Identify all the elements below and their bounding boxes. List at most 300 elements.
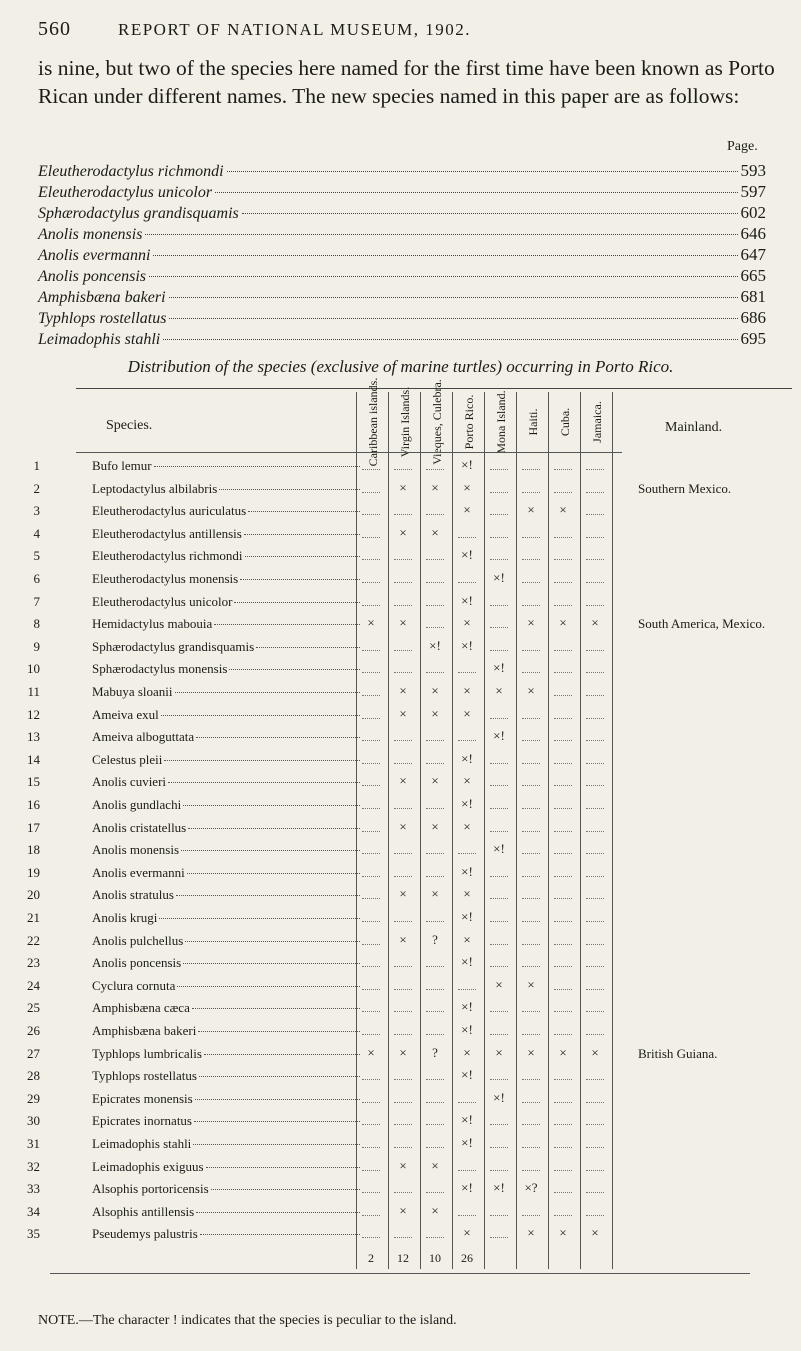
occurrence-mark: × bbox=[527, 615, 535, 631]
empty-cell bbox=[426, 1092, 444, 1103]
empty-cell bbox=[426, 866, 444, 877]
toc-entry bbox=[38, 245, 766, 265]
empty-cell bbox=[458, 662, 476, 673]
empty-cell bbox=[490, 708, 508, 719]
table-row bbox=[20, 1202, 792, 1221]
occurrence-mark: ×! bbox=[493, 570, 505, 585]
species-name: Anolis stratulus bbox=[92, 887, 174, 903]
species-name-cell bbox=[92, 933, 360, 949]
empty-cell bbox=[554, 459, 572, 470]
empty-cell bbox=[362, 798, 380, 809]
empty-cell bbox=[362, 482, 380, 493]
occurrence-mark: ×! bbox=[461, 909, 473, 924]
occurrence-mark: × bbox=[527, 1044, 535, 1060]
species-name: Anolis poncensis bbox=[92, 955, 182, 971]
column-header bbox=[452, 392, 485, 452]
row-number: 30 bbox=[27, 1113, 40, 1129]
species-name: Alsophis portoricensis bbox=[92, 1181, 209, 1197]
empty-cell bbox=[458, 572, 476, 583]
row-number: 11 bbox=[27, 684, 40, 699]
occurrence-mark: × bbox=[559, 1225, 567, 1241]
occurrence-mark: ×! bbox=[461, 863, 473, 879]
empty-cell bbox=[426, 504, 444, 515]
species-name-cell bbox=[92, 752, 360, 768]
species-name: Amphisbæna bakeri bbox=[92, 1023, 197, 1038]
column-total: 2 bbox=[368, 1251, 374, 1265]
empty-cell bbox=[522, 1024, 540, 1035]
empty-cell bbox=[362, 934, 380, 945]
column-header bbox=[484, 392, 517, 452]
leader-dots bbox=[206, 1167, 360, 1168]
column-total: 12 bbox=[397, 1251, 409, 1265]
occurrence-mark: ×! bbox=[461, 592, 473, 608]
row-number: 23 bbox=[27, 955, 40, 971]
row-number: 15 bbox=[27, 774, 40, 790]
column-header-label: Haiti. bbox=[526, 408, 540, 436]
occurrence-mark: × bbox=[399, 773, 407, 789]
leader-dots bbox=[177, 986, 360, 987]
empty-cell bbox=[362, 888, 380, 899]
empty-cell bbox=[522, 730, 540, 741]
empty-cell bbox=[490, 459, 508, 470]
species-name-cell bbox=[92, 820, 360, 836]
row-number: 21 bbox=[27, 910, 40, 925]
leader-dots bbox=[198, 1031, 360, 1032]
empty-cell bbox=[490, 1069, 508, 1080]
empty-cell bbox=[458, 1205, 476, 1216]
table-row bbox=[20, 1021, 792, 1040]
column-header-label: Porto Rico. bbox=[462, 394, 476, 450]
row-number: 31 bbox=[27, 1136, 40, 1151]
empty-cell bbox=[554, 1001, 572, 1012]
species-name: Eleutherodactylus richmondi bbox=[92, 548, 243, 564]
empty-cell bbox=[394, 595, 412, 606]
table-caption: Distribution of the species (exclusive of marine turtles) occurring in Porto Rico. bbox=[127, 357, 674, 376]
toc-leader-dots bbox=[169, 297, 738, 298]
empty-cell bbox=[426, 1001, 444, 1012]
empty-cell bbox=[554, 1092, 572, 1103]
leader-dots bbox=[192, 1008, 360, 1009]
leader-dots bbox=[176, 895, 360, 896]
empty-cell bbox=[586, 843, 604, 854]
species-name: Hemidactylus mabouia bbox=[92, 616, 213, 632]
occurrence-mark: × bbox=[399, 1157, 407, 1173]
row-number: 32 bbox=[27, 1158, 40, 1174]
empty-cell bbox=[554, 888, 572, 899]
empty-cell bbox=[554, 662, 572, 673]
species-name: Sphærodactylus monensis bbox=[92, 661, 228, 677]
occurrence-mark: × bbox=[495, 1044, 503, 1060]
species-name: Sphærodactylus grandisquamis bbox=[92, 638, 255, 654]
empty-cell bbox=[522, 527, 540, 538]
empty-cell bbox=[554, 1114, 572, 1125]
occurrence-mark: ×! bbox=[493, 841, 505, 857]
empty-cell bbox=[586, 775, 604, 786]
empty-cell bbox=[522, 662, 540, 673]
leader-dots bbox=[187, 873, 360, 874]
toc-entry bbox=[38, 308, 766, 328]
row-number: 19 bbox=[27, 864, 40, 880]
empty-cell bbox=[362, 956, 380, 967]
empty-cell bbox=[522, 1114, 540, 1125]
table-row bbox=[20, 795, 792, 814]
empty-cell bbox=[586, 549, 604, 560]
occurrence-mark: ×! bbox=[461, 1135, 473, 1150]
empty-cell bbox=[554, 1160, 572, 1171]
page-number: 560 bbox=[38, 18, 71, 40]
totals-row bbox=[20, 1251, 792, 1275]
empty-cell bbox=[554, 753, 572, 764]
empty-cell bbox=[586, 1137, 604, 1148]
empty-cell bbox=[554, 595, 572, 606]
row-number: 18 bbox=[27, 842, 40, 858]
species-name: Anolis pulchellus bbox=[92, 932, 184, 948]
toc-leader-dots bbox=[153, 255, 737, 256]
empty-cell bbox=[426, 459, 444, 470]
empty-cell bbox=[426, 1182, 444, 1193]
occurrence-mark: ×! bbox=[461, 1067, 473, 1083]
empty-cell bbox=[394, 1137, 412, 1148]
leader-dots bbox=[183, 805, 360, 806]
occurrence-mark: ×! bbox=[493, 660, 505, 676]
column-header bbox=[516, 392, 549, 452]
column-header-label: Virgin Islands. bbox=[398, 386, 412, 458]
empty-cell bbox=[394, 956, 412, 967]
table-row bbox=[20, 1089, 792, 1108]
occurrence-mark: × bbox=[399, 683, 407, 698]
leader-dots bbox=[168, 782, 360, 783]
leader-dots bbox=[256, 647, 360, 648]
empty-cell bbox=[426, 753, 444, 764]
empty-cell bbox=[394, 1069, 412, 1080]
empty-cell bbox=[490, 1227, 508, 1238]
occurrence-mark: × bbox=[431, 773, 439, 789]
row-number: 26 bbox=[27, 1023, 40, 1038]
empty-cell bbox=[490, 595, 508, 606]
leader-dots bbox=[194, 1121, 360, 1122]
table-row bbox=[20, 976, 792, 995]
empty-cell bbox=[554, 527, 572, 538]
empty-cell bbox=[426, 662, 444, 673]
leader-dots bbox=[195, 1099, 360, 1100]
species-name-cell bbox=[92, 548, 360, 564]
empty-cell bbox=[458, 1160, 476, 1171]
empty-cell bbox=[490, 504, 508, 515]
empty-cell bbox=[522, 1205, 540, 1216]
empty-cell bbox=[586, 798, 604, 809]
occurrence-mark: × bbox=[399, 931, 407, 947]
species-name: Anolis monensis bbox=[92, 842, 180, 858]
table-row bbox=[20, 546, 792, 565]
empty-cell bbox=[522, 911, 540, 922]
empty-cell bbox=[490, 888, 508, 899]
species-name-cell bbox=[92, 594, 360, 610]
empty-cell bbox=[554, 1024, 572, 1035]
empty-cell bbox=[362, 979, 380, 990]
column-header-label: Vieques, Culebra. bbox=[430, 379, 444, 465]
species-name-cell bbox=[92, 1046, 360, 1062]
toc-leader-dots bbox=[227, 171, 738, 172]
occurrence-mark: × bbox=[527, 976, 535, 992]
empty-cell bbox=[426, 572, 444, 583]
empty-cell bbox=[362, 1227, 380, 1238]
empty-cell bbox=[362, 843, 380, 854]
empty-cell bbox=[586, 730, 604, 741]
species-name-cell bbox=[92, 1000, 360, 1016]
leader-dots bbox=[245, 556, 360, 557]
empty-cell bbox=[586, 662, 604, 673]
occurrence-mark: × bbox=[463, 705, 471, 721]
table-row bbox=[20, 1066, 792, 1085]
empty-cell bbox=[394, 640, 412, 651]
table-row bbox=[20, 659, 792, 678]
empty-cell bbox=[362, 549, 380, 560]
empty-cell bbox=[394, 549, 412, 560]
occurrence-mark: × bbox=[463, 615, 471, 631]
empty-cell bbox=[362, 1069, 380, 1080]
leader-dots bbox=[159, 918, 360, 919]
row-number: 5 bbox=[33, 548, 40, 564]
page-column-label: Page. bbox=[727, 139, 758, 154]
empty-cell bbox=[554, 866, 572, 877]
row-number: 13 bbox=[27, 729, 40, 745]
toc-species-name: Sphærodactylus grandisquamis bbox=[38, 205, 239, 222]
empty-cell bbox=[458, 1092, 476, 1103]
empty-cell bbox=[394, 662, 412, 673]
species-name: Anolis cristatellus bbox=[92, 819, 187, 835]
occurrence-mark: ×! bbox=[461, 1112, 473, 1128]
empty-cell bbox=[362, 911, 380, 922]
leader-dots bbox=[196, 1212, 360, 1213]
species-column-header: Species. bbox=[106, 418, 153, 433]
empty-cell bbox=[522, 459, 540, 470]
row-number: 2 bbox=[33, 480, 40, 496]
empty-cell bbox=[522, 1069, 540, 1080]
species-name: Celestus pleii bbox=[92, 751, 163, 767]
leader-dots bbox=[164, 760, 360, 761]
empty-cell bbox=[394, 1182, 412, 1193]
empty-cell bbox=[554, 956, 572, 967]
empty-cell bbox=[586, 572, 604, 583]
mainland-range: Southern Mexico. bbox=[638, 480, 732, 496]
species-name-cell bbox=[92, 707, 360, 723]
empty-cell bbox=[362, 775, 380, 786]
species-name: Anolis krugi bbox=[92, 910, 158, 925]
table-row bbox=[20, 953, 792, 972]
empty-cell bbox=[394, 866, 412, 877]
occurrence-mark: ×! bbox=[461, 457, 473, 472]
table-row bbox=[20, 1111, 792, 1130]
toc-page-number: 681 bbox=[740, 287, 766, 306]
toc-page-number: 665 bbox=[740, 266, 766, 285]
empty-cell bbox=[394, 1001, 412, 1012]
species-name: Epicrates monensis bbox=[92, 1090, 193, 1106]
intro-paragraph: is nine, but two of the species here named for the first time have been known as Porto Rican under different names. The new species named in this paper are as follows: bbox=[38, 56, 775, 108]
row-number: 35 bbox=[27, 1226, 40, 1242]
row-number: 9 bbox=[33, 638, 40, 654]
empty-cell bbox=[586, 1092, 604, 1103]
empty-cell bbox=[490, 911, 508, 922]
empty-cell bbox=[426, 549, 444, 560]
empty-cell bbox=[522, 753, 540, 764]
empty-cell bbox=[362, 1205, 380, 1216]
table-row bbox=[20, 614, 792, 633]
empty-cell bbox=[362, 753, 380, 764]
empty-cell bbox=[554, 911, 572, 922]
occurrence-mark: × bbox=[399, 615, 407, 631]
empty-cell bbox=[394, 459, 412, 470]
empty-cell bbox=[586, 979, 604, 990]
occurrence-mark: × bbox=[463, 1225, 471, 1241]
toc-leader-dots bbox=[145, 234, 737, 235]
leader-dots bbox=[211, 1189, 360, 1190]
row-number: 1 bbox=[33, 458, 40, 473]
species-name-cell bbox=[92, 526, 360, 542]
occurrence-mark: × bbox=[399, 1202, 407, 1218]
empty-cell bbox=[394, 753, 412, 764]
empty-cell bbox=[522, 708, 540, 719]
species-name-cell bbox=[92, 1159, 360, 1175]
occurrence-mark: ×! bbox=[461, 796, 473, 811]
empty-cell bbox=[490, 527, 508, 538]
empty-cell bbox=[586, 482, 604, 493]
empty-cell bbox=[490, 1205, 508, 1216]
species-name-cell bbox=[92, 571, 360, 587]
toc-entry bbox=[38, 203, 766, 223]
occurrence-mark: × bbox=[559, 615, 567, 631]
occurrence-mark: × bbox=[399, 705, 407, 721]
leader-dots bbox=[193, 1144, 360, 1145]
toc-page-number: 602 bbox=[740, 203, 766, 222]
empty-cell bbox=[586, 753, 604, 764]
occurrence-mark: × bbox=[559, 502, 567, 518]
occurrence-mark: ×! bbox=[461, 999, 473, 1015]
leader-dots bbox=[175, 692, 360, 693]
toc-page-number: 593 bbox=[740, 161, 766, 180]
empty-cell bbox=[394, 1092, 412, 1103]
toc-species-name: Leimadophis stahli bbox=[38, 331, 161, 348]
empty-cell bbox=[586, 1160, 604, 1171]
species-name-cell bbox=[92, 684, 360, 700]
occurrence-mark: × bbox=[431, 1202, 439, 1218]
toc-species-name: Eleutherodactylus unicolor bbox=[38, 184, 213, 201]
empty-cell bbox=[458, 730, 476, 741]
leader-dots bbox=[185, 941, 360, 942]
empty-cell bbox=[426, 798, 444, 809]
row-number: 29 bbox=[27, 1090, 40, 1106]
toc-species-name: Anolis poncensis bbox=[38, 268, 146, 285]
species-name: Eleutherodactylus monensis bbox=[92, 571, 239, 586]
row-number: 34 bbox=[27, 1203, 40, 1219]
toc-page-number: 686 bbox=[740, 308, 766, 327]
empty-cell bbox=[554, 798, 572, 809]
column-header-label: Mona Island. bbox=[494, 390, 508, 454]
empty-cell bbox=[362, 730, 380, 741]
empty-cell bbox=[554, 730, 572, 741]
leader-dots bbox=[219, 489, 360, 490]
occurrence-mark: × bbox=[431, 705, 439, 721]
empty-cell bbox=[426, 1024, 444, 1035]
empty-cell bbox=[394, 1024, 412, 1035]
distribution-table bbox=[20, 377, 792, 1308]
empty-cell bbox=[362, 1024, 380, 1035]
species-name-cell bbox=[92, 910, 360, 926]
species-name-cell bbox=[92, 729, 360, 745]
table-row bbox=[20, 931, 792, 950]
occurrence-mark: × bbox=[431, 1157, 439, 1173]
empty-cell bbox=[586, 1114, 604, 1125]
species-name: Anolis evermanni bbox=[92, 864, 185, 880]
toc-species-name: Amphisbæna bakeri bbox=[38, 289, 166, 306]
leader-dots bbox=[248, 511, 360, 512]
table-row bbox=[20, 1179, 792, 1198]
empty-cell bbox=[426, 956, 444, 967]
toc-page-number: 647 bbox=[740, 245, 766, 264]
empty-cell bbox=[554, 708, 572, 719]
empty-cell bbox=[362, 1001, 380, 1012]
occurrence-mark: × bbox=[591, 615, 599, 631]
occurrence-mark: × bbox=[463, 479, 471, 495]
species-name-cell bbox=[92, 616, 360, 632]
table-row bbox=[20, 750, 792, 769]
empty-cell bbox=[490, 821, 508, 832]
empty-cell bbox=[554, 1069, 572, 1080]
empty-cell bbox=[490, 1137, 508, 1148]
table-row bbox=[20, 908, 792, 927]
occurrence-mark: ? bbox=[432, 931, 438, 947]
species-name: Eleutherodactylus antillensis bbox=[92, 525, 242, 541]
toc-species-name: Eleutherodactylus richmondi bbox=[38, 163, 224, 180]
leader-dots bbox=[199, 1076, 360, 1077]
empty-cell bbox=[586, 1069, 604, 1080]
column-header-label: Caribbean islands. bbox=[366, 377, 380, 467]
species-name: Typhlops rostellatus bbox=[92, 1068, 197, 1084]
table-row bbox=[20, 637, 792, 656]
column-header bbox=[356, 377, 389, 467]
empty-cell bbox=[426, 1227, 444, 1238]
empty-cell bbox=[522, 798, 540, 809]
empty-cell bbox=[554, 1205, 572, 1216]
occurrence-mark: × bbox=[367, 1044, 375, 1060]
empty-cell bbox=[490, 640, 508, 651]
occurrence-mark: ×! bbox=[461, 1180, 473, 1196]
table-row bbox=[20, 1044, 792, 1063]
empty-cell bbox=[394, 911, 412, 922]
empty-cell bbox=[522, 956, 540, 967]
empty-cell bbox=[362, 1160, 380, 1171]
empty-cell bbox=[458, 527, 476, 538]
empty-cell bbox=[586, 595, 604, 606]
species-name: Pseudemys palustris bbox=[92, 1226, 198, 1242]
leader-dots bbox=[188, 828, 360, 829]
row-number: 17 bbox=[27, 819, 40, 835]
empty-cell bbox=[394, 979, 412, 990]
row-number: 14 bbox=[27, 751, 40, 767]
table-row bbox=[20, 863, 792, 882]
empty-cell bbox=[554, 549, 572, 560]
empty-cell bbox=[458, 843, 476, 854]
empty-cell bbox=[554, 775, 572, 786]
empty-cell bbox=[394, 843, 412, 854]
occurrence-mark: × bbox=[527, 1225, 535, 1241]
occurrence-mark: × bbox=[463, 502, 471, 518]
occurrence-mark: ×! bbox=[461, 1022, 473, 1037]
row-number: 33 bbox=[27, 1181, 40, 1197]
species-name-cell bbox=[92, 503, 360, 519]
table-row bbox=[20, 998, 792, 1017]
species-name-cell bbox=[92, 1226, 360, 1242]
empty-cell bbox=[394, 798, 412, 809]
